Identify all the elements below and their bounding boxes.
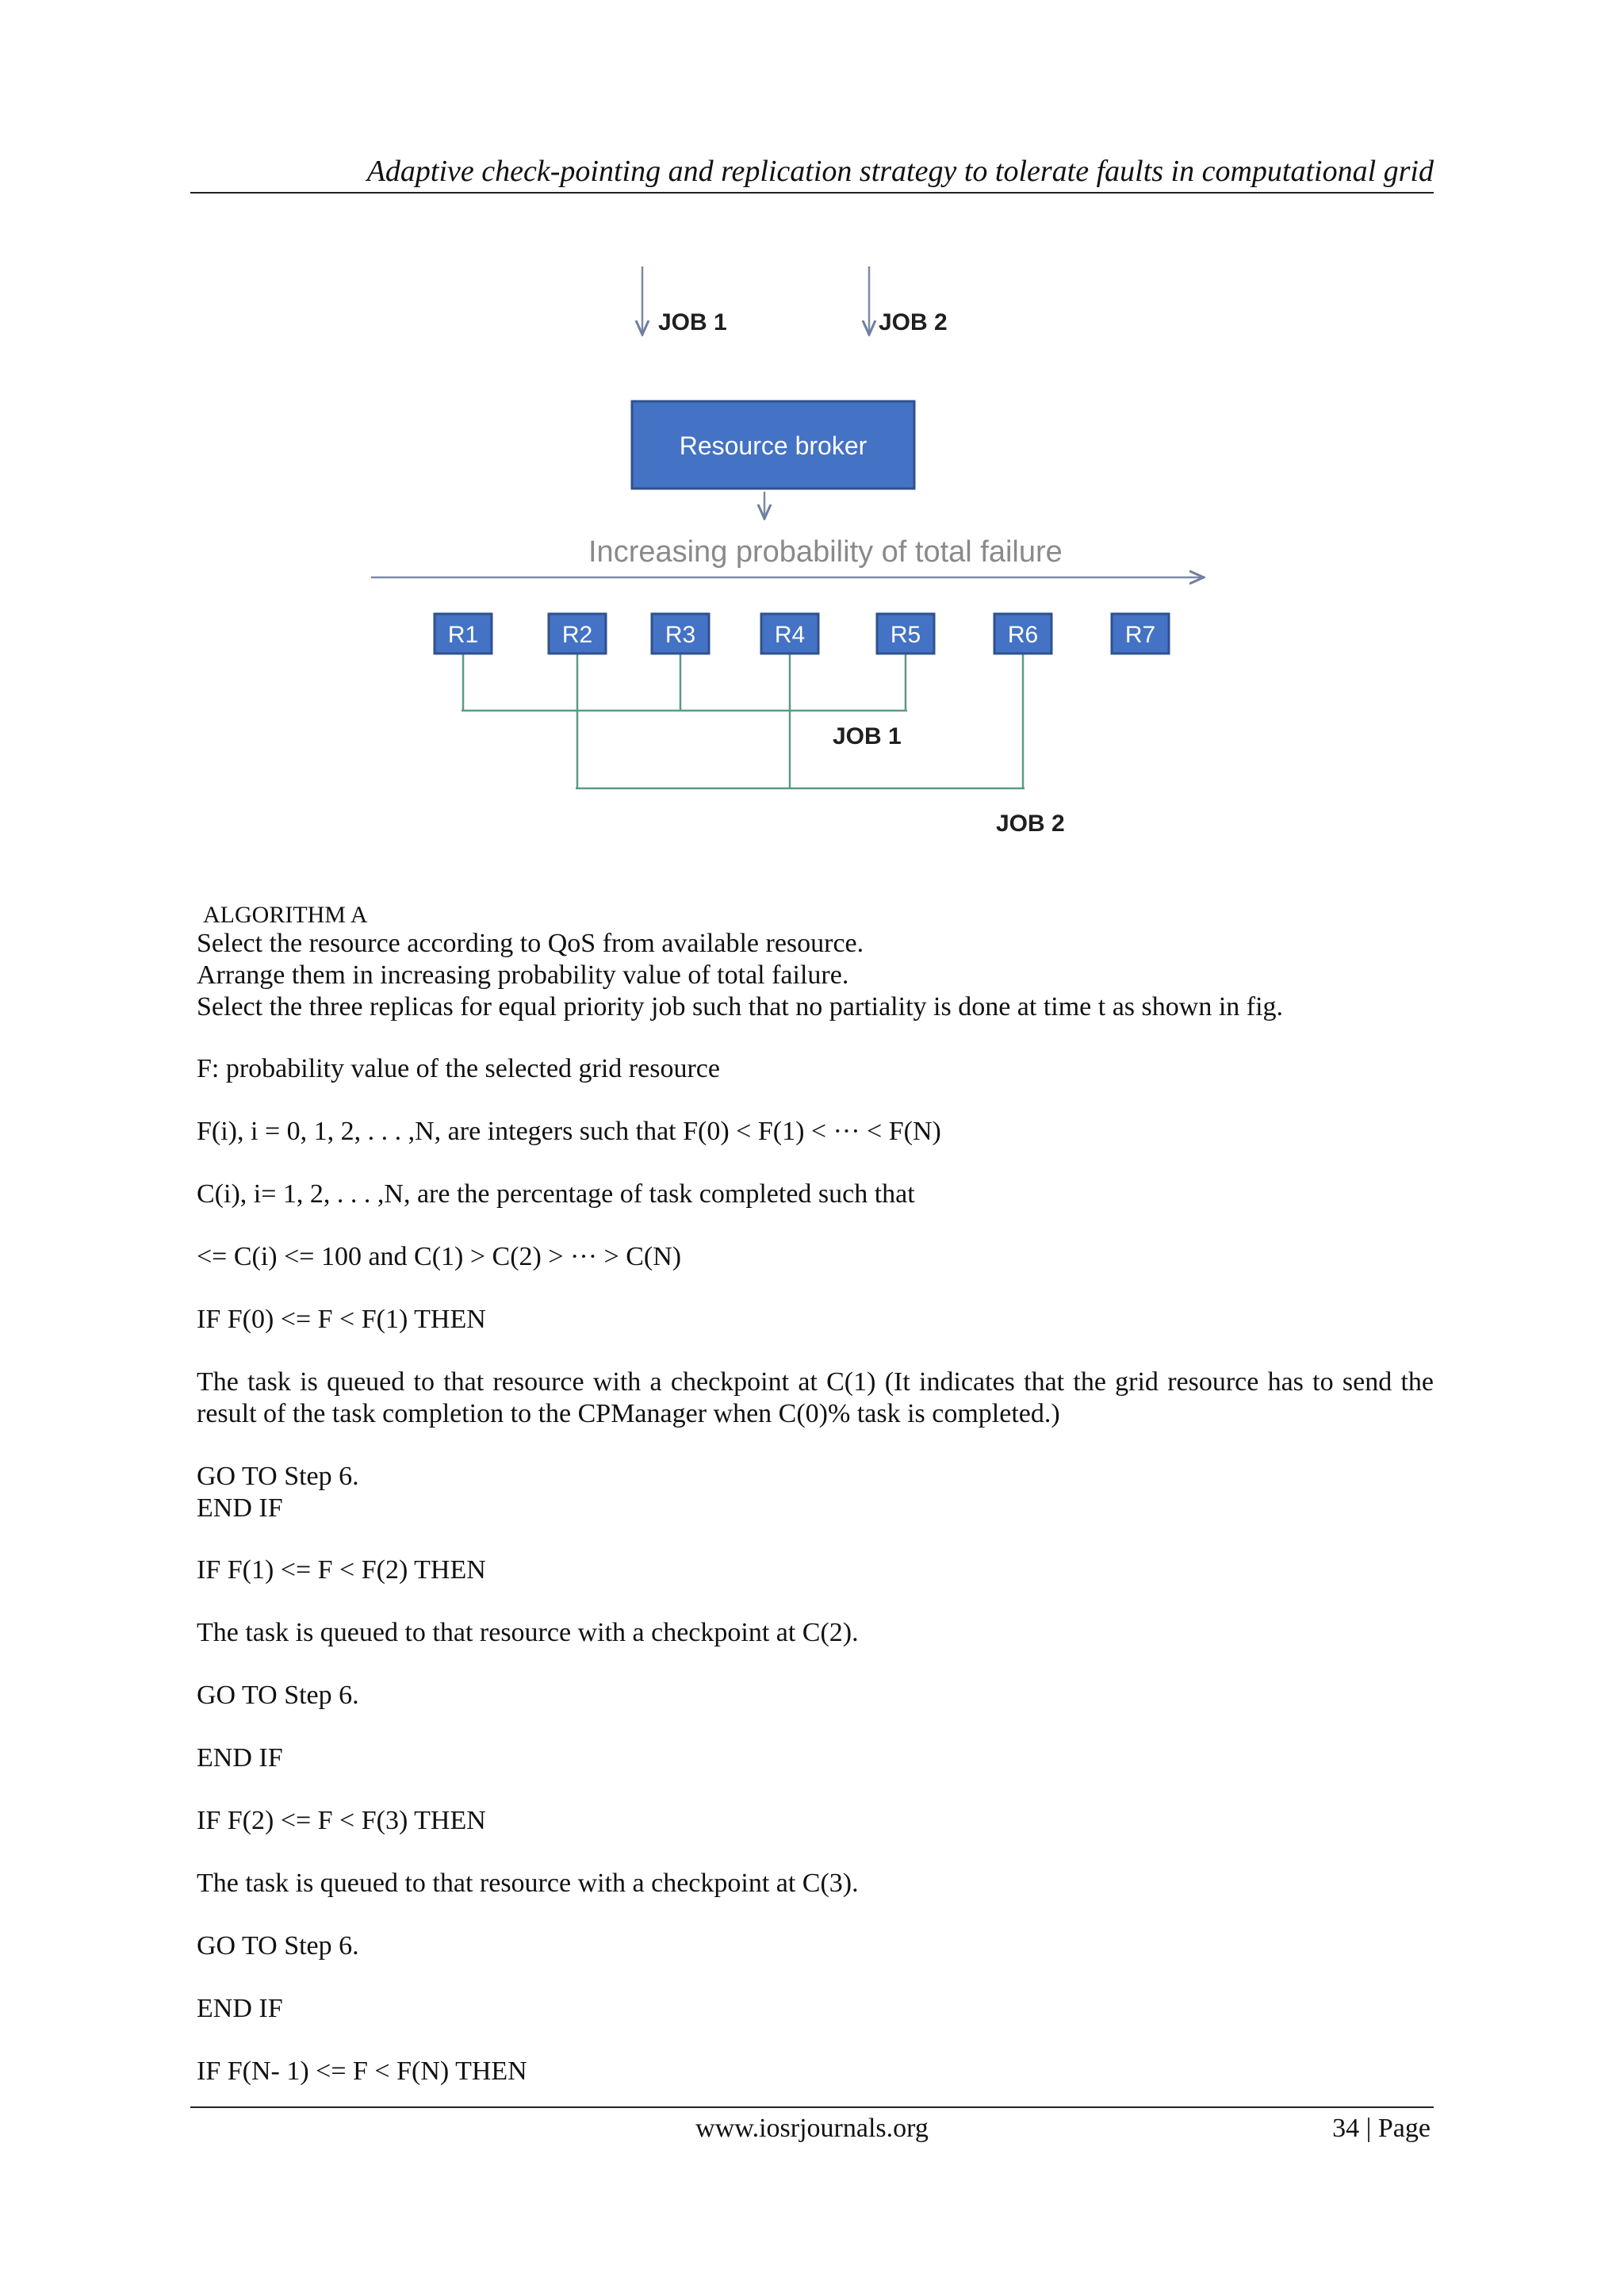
footer-page-number: 34 | Page [1332,2114,1431,2143]
svg-text:R3: R3 [665,622,696,648]
job1-connector-lines [462,654,907,711]
algorithm-line: GO TO Step 6. [197,1462,359,1491]
footer-journal-url: www.iosrjournals.org [695,2114,929,2143]
resource-r3 [652,614,709,654]
algorithm-line: GO TO Step 6. [197,1931,359,1961]
job1-group-label: JOB 1 [833,723,902,749]
svg-text:R6: R6 [1007,622,1039,648]
job2-connector-lines [576,654,1025,788]
resource-r4 [761,614,818,654]
algorithm-line: The task is queued to that resource with a checkpoint at C(2). [197,1618,859,1647]
algorithm-paragraph: The task is queued to that resource with a checkpoint at C(1) (It indicates that the grid resource has to send the result of the task completion to the CPManager when C(0)% task is completed.) [197,1367,1434,1428]
svg-text:R5: R5 [890,622,921,648]
job1-label: JOB 1 [658,309,727,335]
resource-broker-label: Resource broker [679,431,868,460]
algorithm-steps [197,928,1434,1023]
figure-diagram [0,238,1624,857]
algorithm-line: F(i), i = 0, 1, 2, . . . ,N, are integers such that F(0) < F(1) < ··· < F(N) [197,1117,941,1146]
svg-text:R4: R4 [774,622,806,648]
job2-label: JOB 2 [879,309,948,335]
svg-text:R7: R7 [1124,622,1156,648]
algorithm-line: F: probability value of the selected grid resource [197,1054,720,1083]
algorithm-step: Select the resource according to QoS from available resource. [197,929,864,958]
resource-r5 [877,614,934,654]
resource-r1 [435,614,492,654]
algorithm-line: END IF [197,1994,283,2023]
algorithm-line: IF F(2) <= F < F(3) THEN [197,1806,486,1835]
algorithm-line: C(i), i= 1, 2, . . . ,N, are the percentage of task completed such that [197,1179,915,1209]
probability-axis-label: Increasing probability of total failure [588,535,1063,569]
resource-r7 [1112,614,1169,654]
algorithm-line: END IF [197,1493,283,1523]
figure-replica-selection [0,238,1624,857]
algorithm-line: IF F(0) <= F < F(1) THEN [197,1305,486,1334]
running-header-title: Adaptive check-pointing and replication strategy to tolerate faults in computational grid [366,155,1434,188]
algorithm-line: GO TO Step 6. [197,1681,359,1710]
svg-text:R1: R1 [447,622,479,648]
resource-r2 [549,614,606,654]
algorithm-title: ALGORITHM A [203,902,368,928]
header-divider [190,192,1434,194]
algorithm-line: END IF [197,1743,283,1773]
algorithm-step: Arrange them in increasing probability value of total failure. [197,960,849,990]
svg-text:R2: R2 [561,622,593,648]
algorithm-line: IF F(1) <= F < F(2) THEN [197,1555,486,1585]
resource-r6 [994,614,1051,654]
footer-divider [190,2106,1434,2108]
algorithm-line: IF F(N- 1) <= F < F(N) THEN [197,2056,527,2086]
algorithm-line: <= C(i) <= 100 and C(1) > C(2) > ··· > C(N) [197,1242,682,1271]
algorithm-line: The task is queued to that resource with a checkpoint at C(3). [197,1869,859,1898]
job2-group-label: JOB 2 [996,811,1065,837]
algorithm-step: Select the three replicas for equal priority job such that no partiality is done at time t as shown in fig. [197,992,1284,1022]
